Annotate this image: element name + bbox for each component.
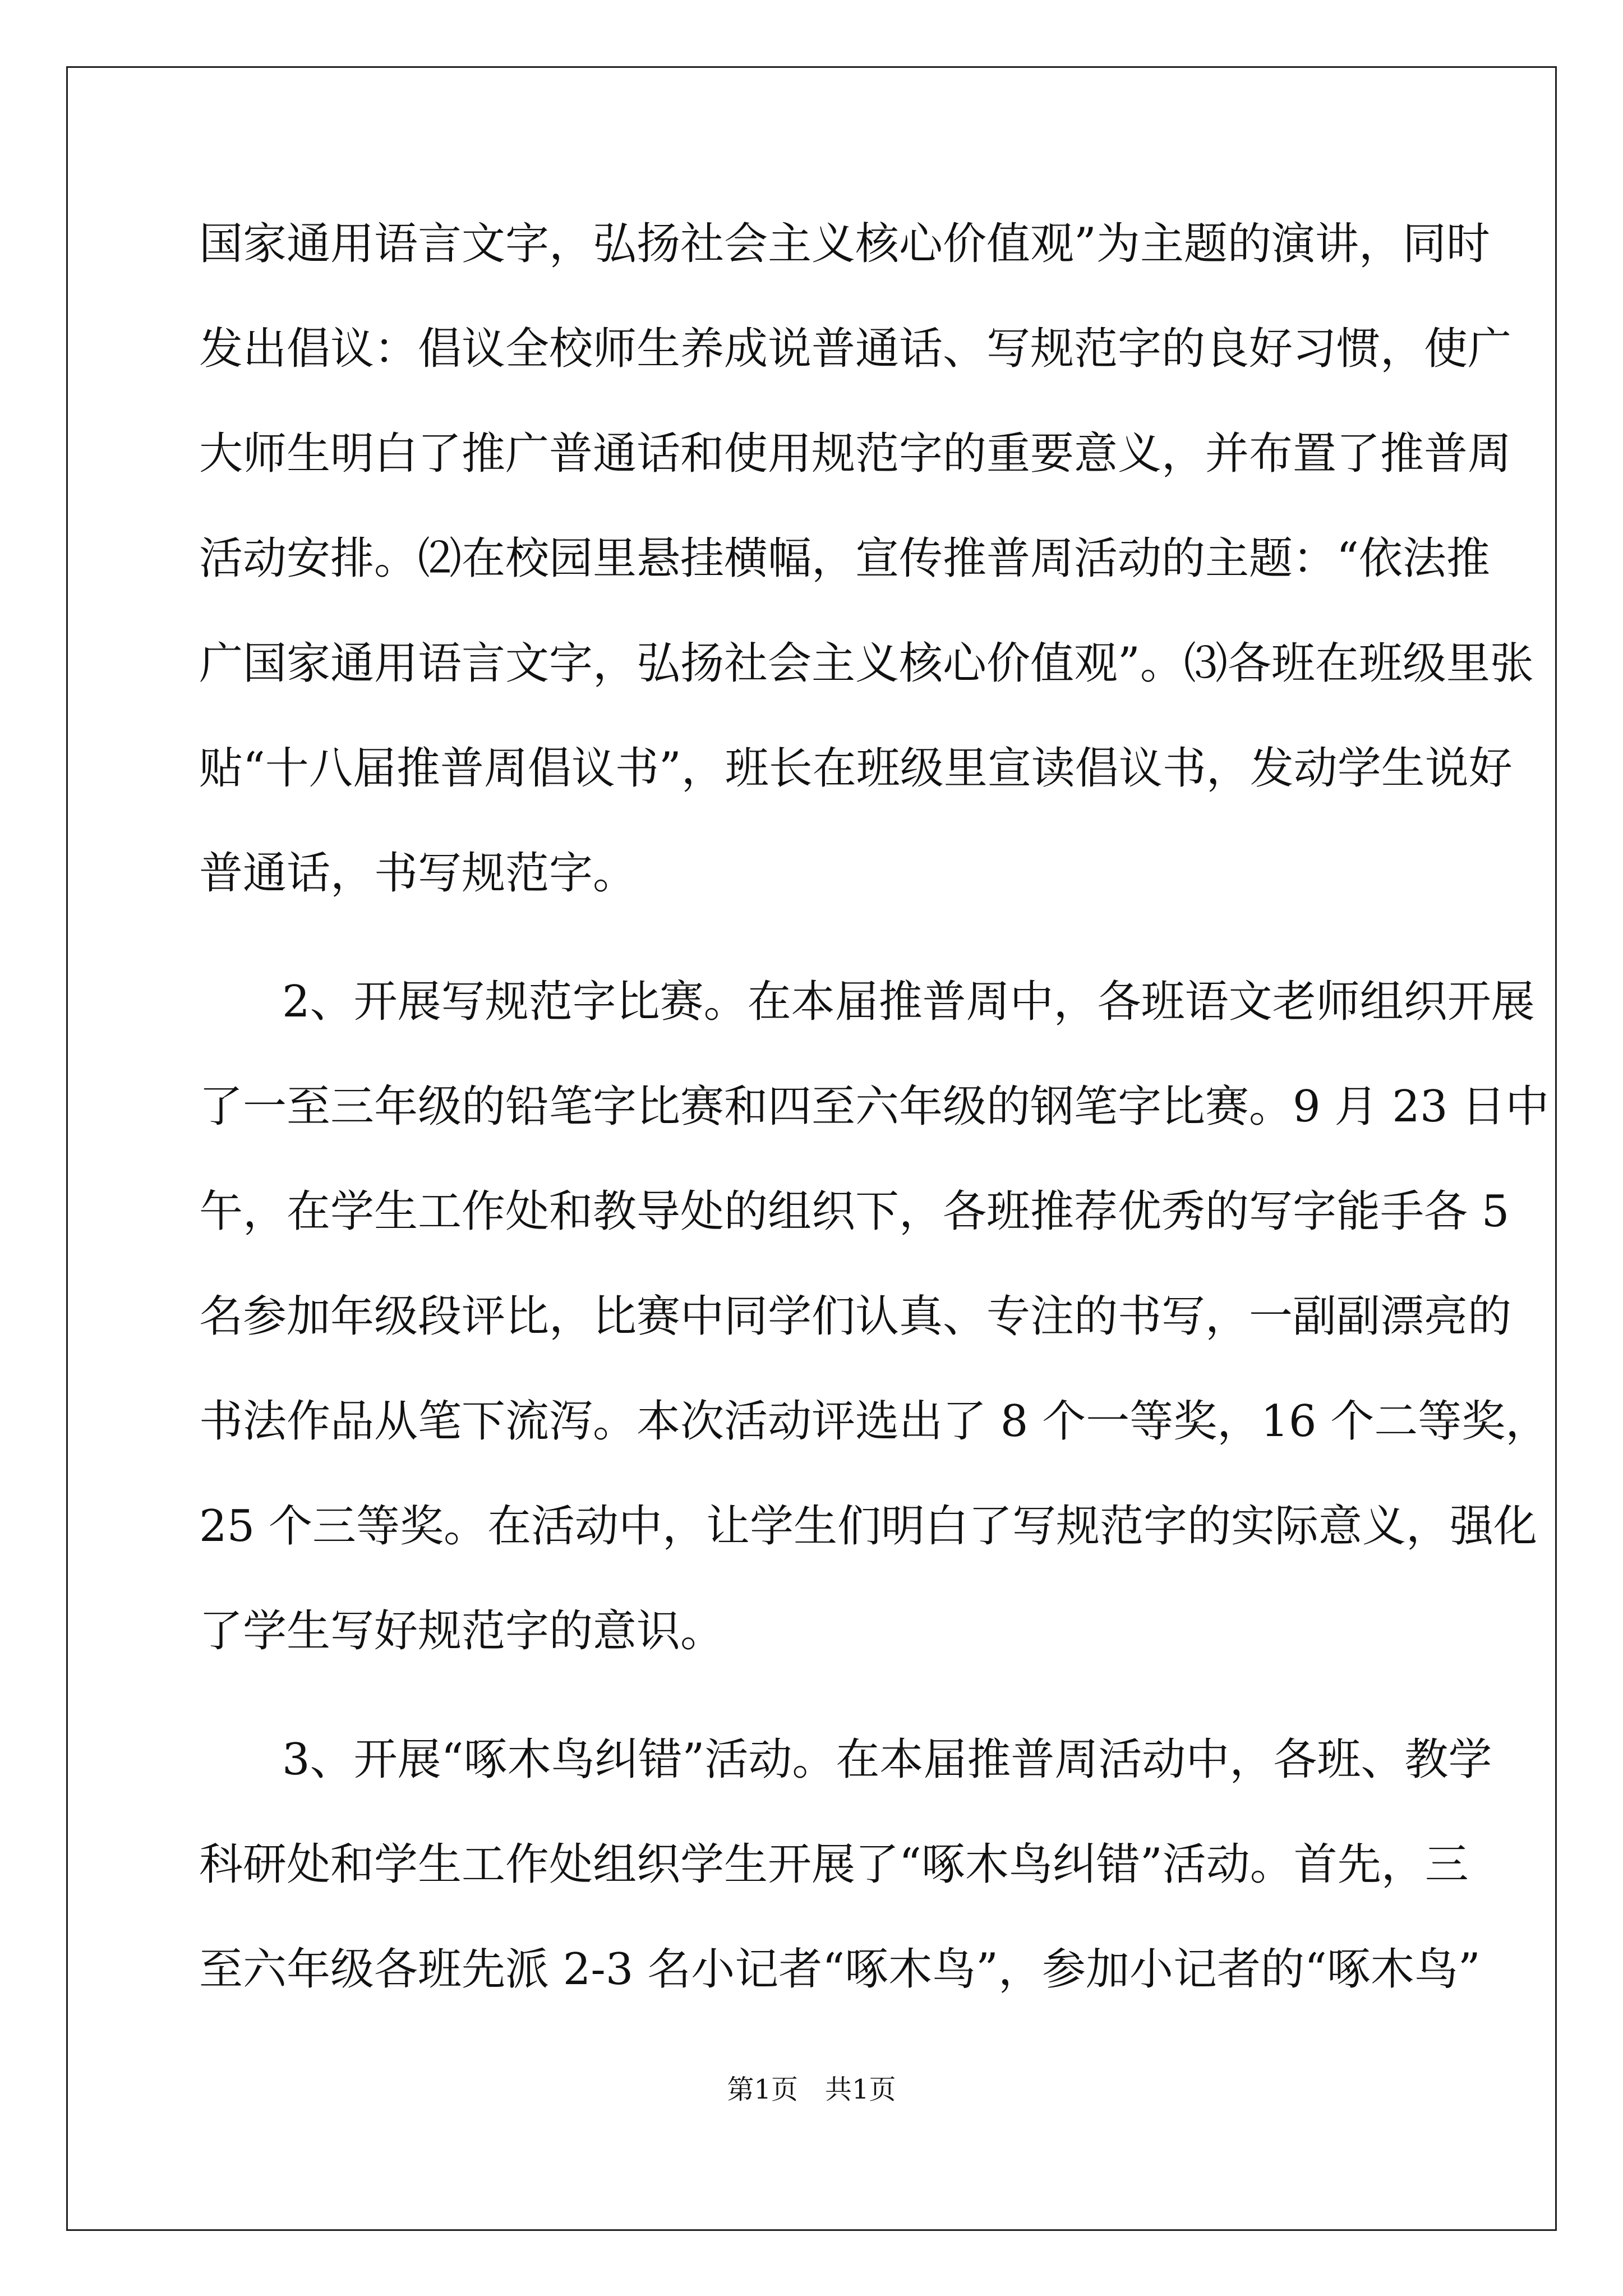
paragraph-p1: [199, 213, 1534, 947]
text-line: 午，在学生工作处和教导处的组织下，各班推荐优秀的写字能手各 5: [199, 1186, 1510, 1237]
paragraph-p3: [199, 1729, 1492, 2044]
text-line: 名参加年级段评比，比赛中同学们认真、专注的书写，一副副漂亮的: [199, 1291, 1512, 1342]
text-line: 2、开展写规范字比赛。在本届推普周中，各班语文老师组织开展: [282, 977, 1535, 1027]
paragraph-gap: [199, 1705, 1427, 1729]
text-line: 书法作品从笔下流泻。本次活动评选出了 8 个一等奖，16 个二等奖，: [199, 1396, 1550, 1447]
document-body: [199, 213, 1550, 2044]
paragraph-gap: [199, 947, 1427, 971]
text-line: 了一至三年级的铅笔字比赛和四至六年级的钢笔字比赛。9 月 23 日中: [199, 1082, 1550, 1132]
text-line: 了学生写好规范字的意识。: [199, 1606, 725, 1657]
paragraph-p2: [199, 971, 1550, 1705]
text-line: 至六年级各班先派 2-3 名小记者“啄木鸟”，参加小记者的“啄木鸟”: [199, 1944, 1481, 1995]
text-line: 科研处和学生工作处组织学生开展了“啄木鸟纠错”活动。首先，三: [199, 1839, 1469, 1890]
text-line: 3、开展“啄木鸟纠错”活动。在本届推普周活动中，各班、教学: [282, 1734, 1492, 1785]
page-footer: 第1页 共1页: [727, 2074, 896, 2105]
text-line: 发出倡议：倡议全校师生养成说普通话、写规范字的良好习惯，使广: [199, 324, 1512, 374]
text-line: 大师生明白了推广普通话和使用规范字的重要意义，并布置了推普周: [199, 429, 1512, 479]
text-line: 贴“十八届推普周倡议书”，班长在班级里宣读倡议书，发动学生说好: [199, 743, 1513, 794]
text-line: 活动安排。⑵在校园里悬挂横幅，宣传推普周活动的主题：“依法推: [199, 533, 1490, 584]
text-line: 普通话，书写规范字。: [199, 848, 637, 899]
text-line: 25 个三等奖。在活动中，让学生们明白了写规范字的实际意义，强化: [199, 1501, 1538, 1552]
text-line: 广国家通用语言文字，弘扬社会主义核心价值观”。⑶各班在班级里张: [199, 638, 1534, 689]
text-line: 国家通用语言文字，弘扬社会主义核心价值观”为主题的演讲，同时: [199, 219, 1490, 269]
